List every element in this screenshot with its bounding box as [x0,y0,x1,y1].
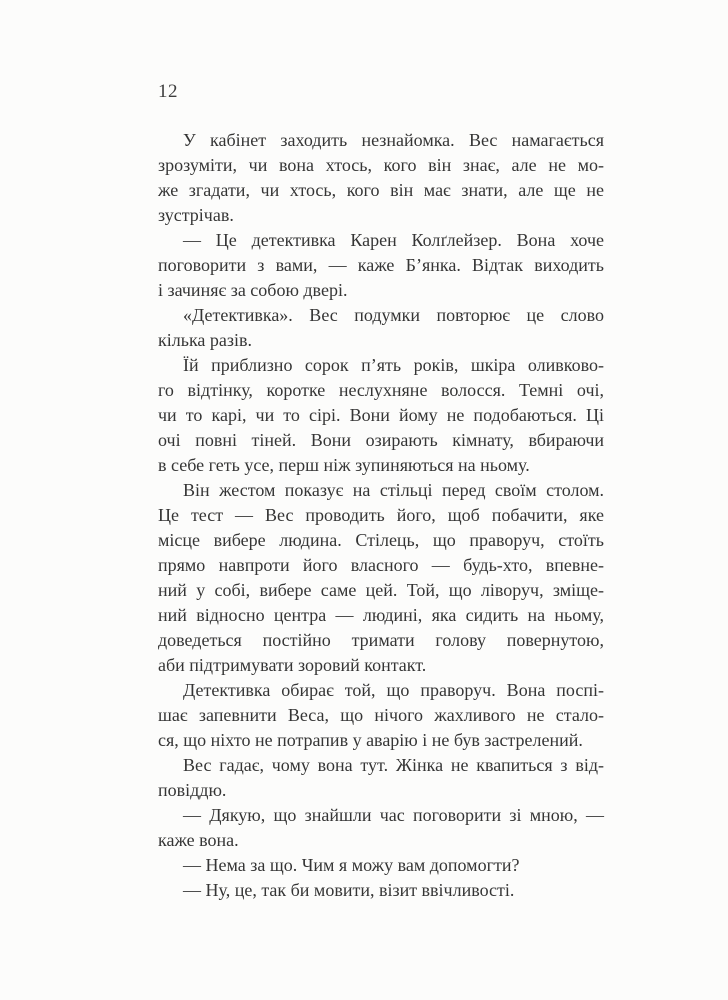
paragraph [158,803,604,853]
text-line: же згадати, чи хтось, кого він має знати, але ще не [158,180,604,200]
text-line: «Детективка». Вес подумки повторює це слово [183,305,604,325]
page-number: 12 [158,81,178,102]
text-line: кілька разів. [158,330,252,350]
paragraph [158,878,604,903]
text-line: поговорити з вами, — каже Б’янка. Відтак виходить [158,255,604,275]
text-line: — Нема за що. Чим я можу вам допомогти? [183,855,520,875]
page-text [158,128,604,903]
text-line: — Це детективка Карен Колґлейзер. Вона хоче [183,230,604,250]
text-line: Детективка обирає той, що праворуч. Вона поспі- [183,680,604,700]
text-line: повіддю. [158,780,227,800]
text-line: Вес гадає, чому вона тут. Жінка не квапиться з від- [183,755,604,775]
paragraph [158,478,604,678]
text-line: місце вибере людина. Стілець, що праворуч, стоїть [158,530,604,550]
text-line: зустрічав. [158,205,234,225]
paragraph [158,353,604,478]
text-line: в себе геть усе, перш ніж зупиняються на ньому. [158,455,530,475]
text-line: прямо навпроти його власного — будь-хто, впевне- [158,555,604,575]
text-line: го відтінку, коротке неслухняне волосся. Темні очі, [158,380,604,400]
text-line: Він жестом показує на стільці перед своїм столом. [183,480,604,500]
text-line: каже вона. [158,830,239,850]
text-line: чи то карі, чи то сірі. Вони йому не подобаються. Ці [158,405,604,425]
paragraph [158,753,604,803]
text-line: ний відносно центра — людині, яка сидить на ньому, [158,605,604,625]
paragraph [158,853,604,878]
paragraph [158,128,604,228]
text-line: У кабінет заходить незнайомка. Вес намагається [183,130,604,150]
text-line: очі повні тіней. Вони озирають кімнату, вбираючи [158,430,604,450]
text-line: доведеться постійно тримати голову повернутою, [158,630,604,650]
text-line: і зачиняє за собою двері. [158,280,348,300]
text-line: Їй приблизно сорок п’ять років, шкіра оливково- [183,355,604,375]
text-line: ний у собі, вибере саме цей. Той, що ліворуч, зміще- [158,580,604,600]
text-line: Це тест — Вес проводить його, щоб побачити, яке [158,505,604,525]
paragraph [158,303,604,353]
text-line: — Ну, це, так би мовити, візит ввічливості. [183,880,515,900]
text-line: зрозуміти, чи вона хтось, кого він знає, але не мо- [158,155,604,175]
text-line: шає запевнити Веса, що нічого жахливого не стало- [158,705,604,725]
paragraph [158,228,604,303]
text-line: — Дякую, що знайшли час поговорити зі мною, — [183,805,604,825]
paragraph [158,678,604,753]
text-line: ся, що ніхто не потрапив у аварію і не був застрелений. [158,730,583,750]
text-line: аби підтримувати зоровий контакт. [158,655,427,675]
